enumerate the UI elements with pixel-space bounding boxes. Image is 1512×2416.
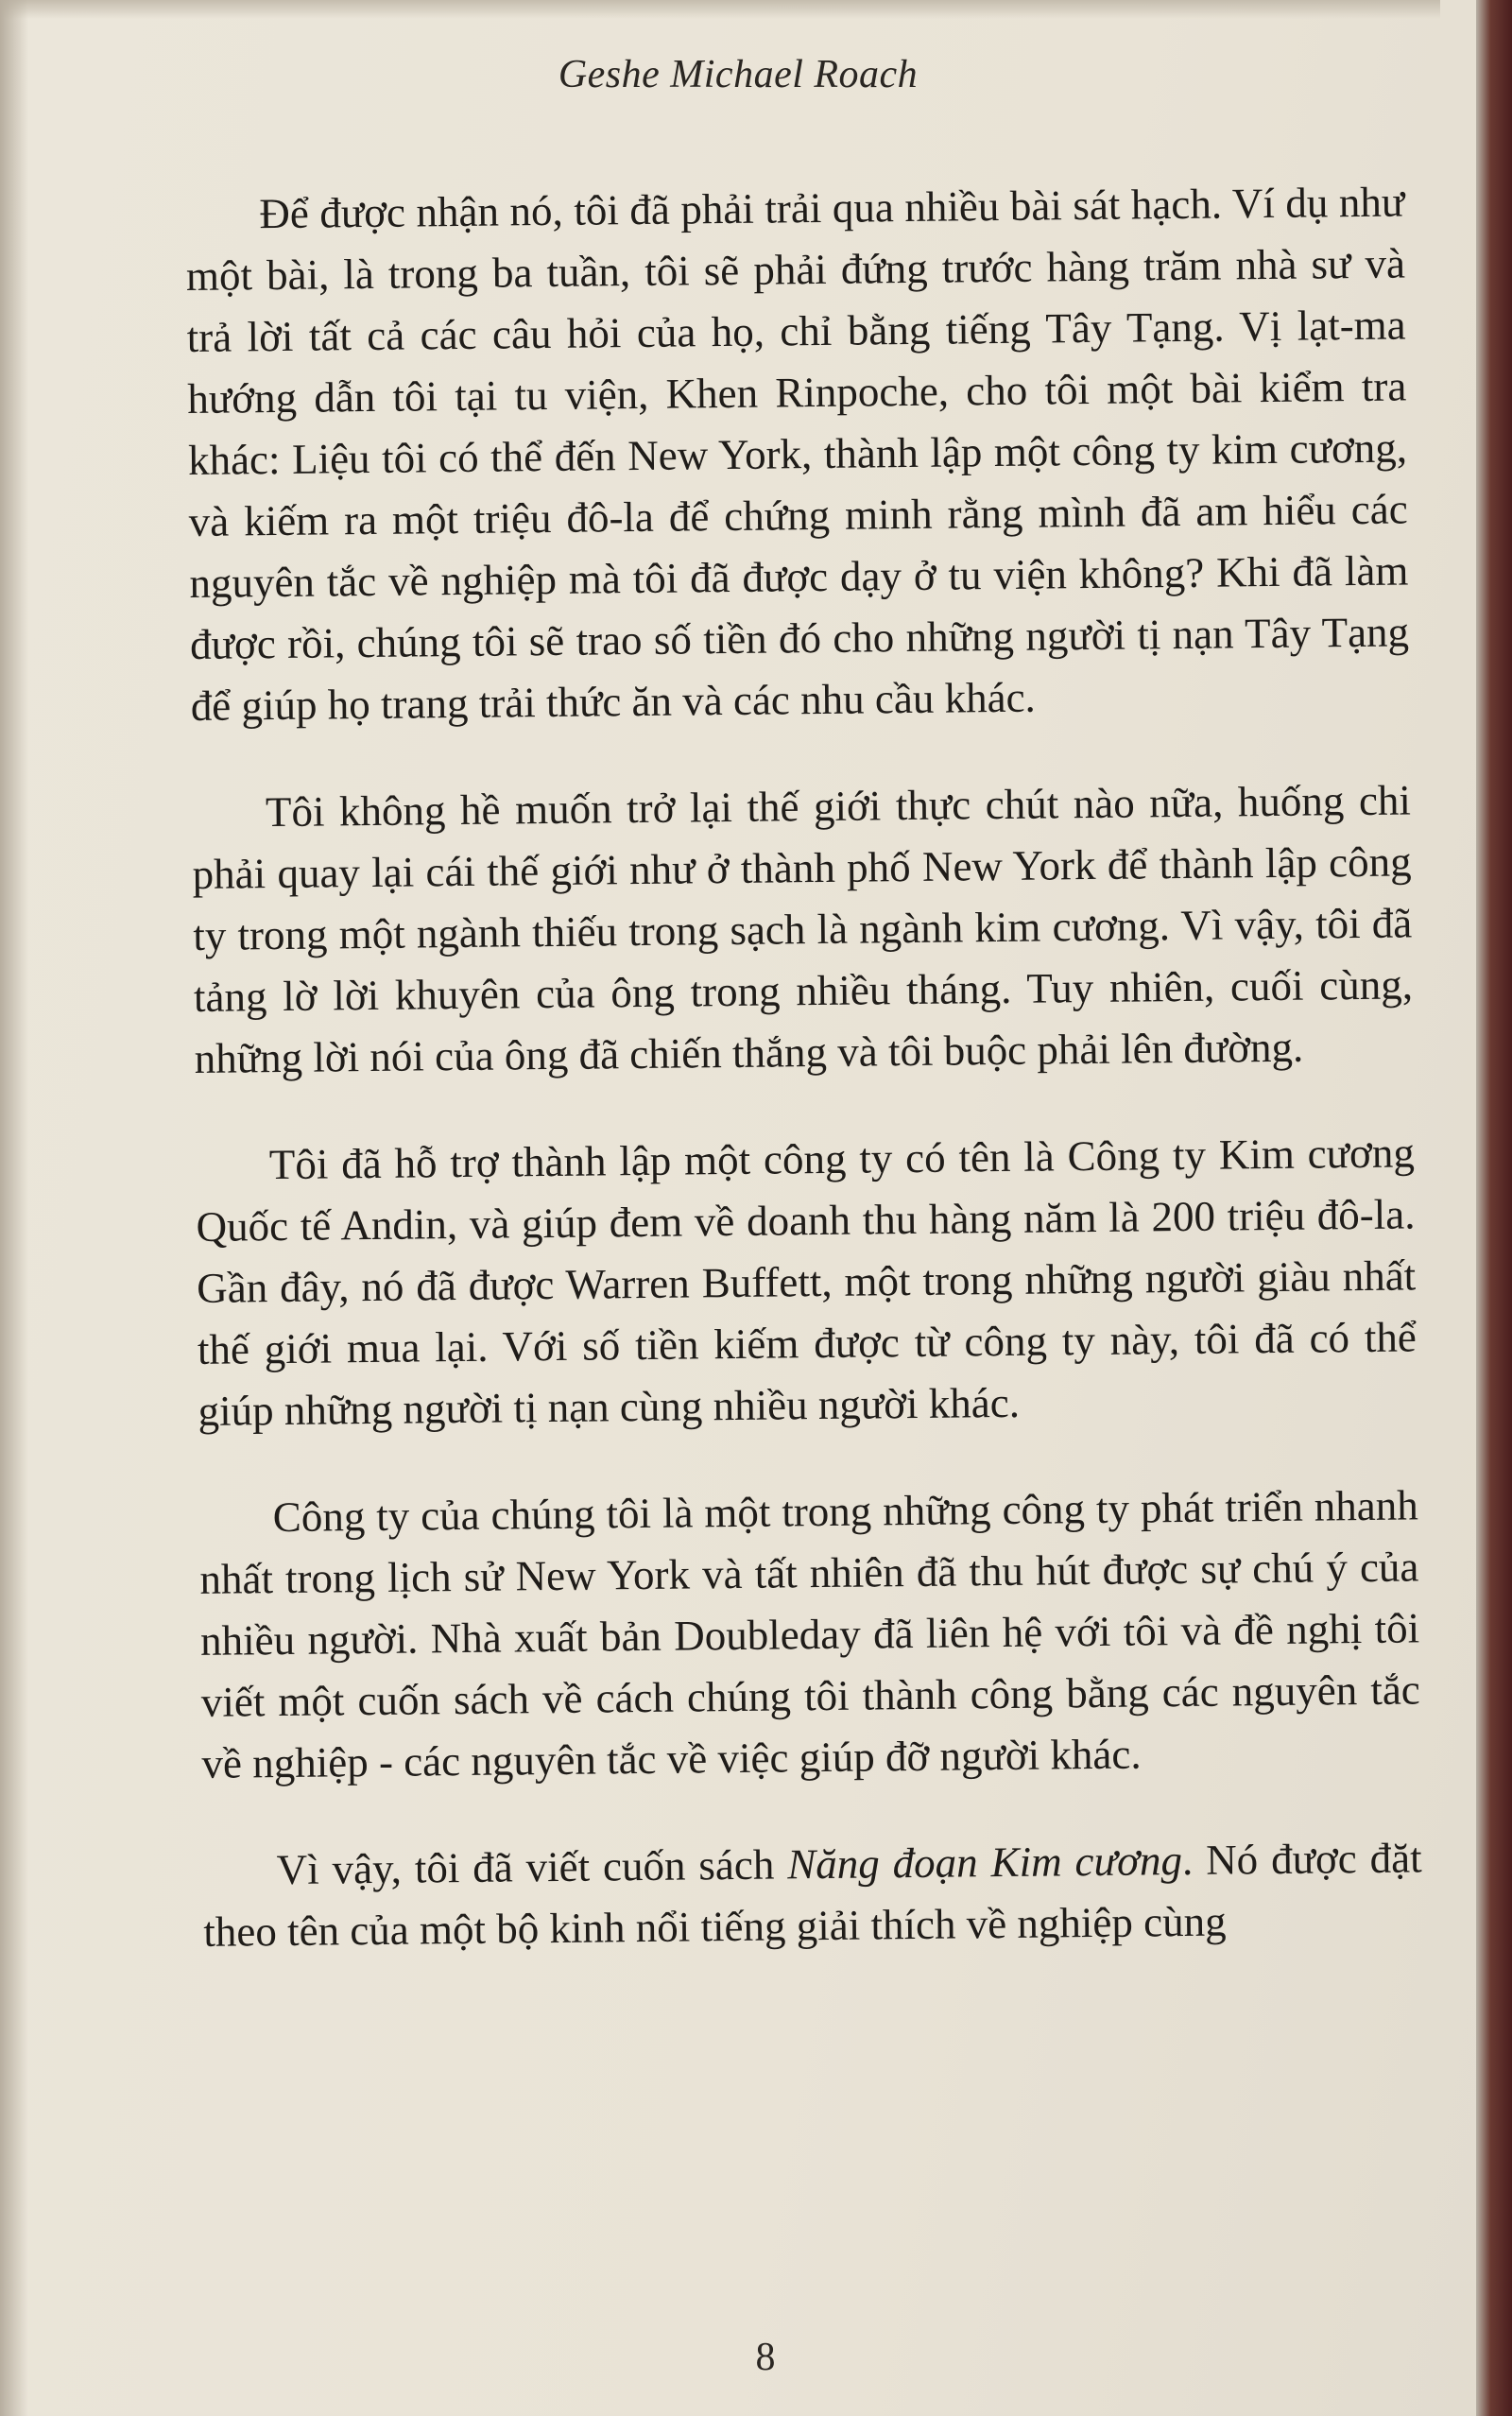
paragraph-3: Tôi đã hỗ trợ thành lập một công ty có tên là Công ty Kim cương Quốc tế Andin, và giúp đem về doanh thu hàng năm là 200 triệu đô-la. Gần đây, nó đã được Warren Buffett, một trong những người giàu nhất thế giới mua lại. Với số tiền kiếm được từ công ty này, tôi đã có thể giúp những người tị nạn cùng nhiều người khác. [196,1129,1418,1435]
paragraph-4: Công ty của chúng tôi là một trong những công ty phát triển nhanh nhất trong lịch sử New York và tất nhiên đã thu hút được sự chú ý của nhiều người. Nhà xuất bản Doubleday đã liên hệ với tôi và đề nghị tôi viết một cuốn sách về cách chúng tôi thành công bằng các nguyên tắc về nghiệp - các nguyên tắc về việc giúp đỡ người khác. [199,1481,1421,1787]
paragraph-5 [202,1827,1422,1963]
page-gutter-shadow [0,0,28,2416]
paragraph-5-lead: Vì vậy, tôi đã viết cuốn sách [276,1840,788,1894]
page-number: 8 [755,2336,776,2379]
running-head: Geshe Michael Roach [558,53,919,96]
page-top-shadow [0,0,1440,19]
book-cover-edge [1476,0,1512,2416]
body-text [185,171,1423,2008]
book-title-italic: Năng đoạn Kim cương [786,1837,1183,1889]
paragraph-2: Tôi không hề muốn trở lại thế giới thực chút nào nữa, huống chi phải quay lại cái thế giới như ở thành phố New York để thành lập công ty trong một ngành thiếu trong sạch là ngành kim cương. Vì vậy, tôi đã tảng lờ lời khuyên của ông trong nhiều tháng. Tuy nhiên, cuối cùng, những lời nói của ông đã chiến thắng và tôi buộc phải lên đường. [192,776,1414,1082]
paragraph-5-tail: . Nó được đặt theo tên của một bộ kinh nổi tiếng giải thích về nghiệp cùng [203,1834,1422,1956]
paragraph-1: Để được nhận nó, tôi đã phải trải qua nhiều bài sát hạch. Ví dụ như một bài, là trong ba tuần, tôi sẽ phải đứng trước hàng trăm nhà sư và trả lời tất cả các câu hỏi của họ, chỉ bằng tiếng Tây Tạng. Vị lạt-ma hướng dẫn tôi tại tu viện, Khen Rinpoche, cho tôi một bài kiểm tra khác: Liệu tôi có thể đến New York, thành lập một công ty kim cương, và kiếm ra một triệu đô-la để chứng minh rằng mình đã am hiểu các nguyên tắc về nghiệp mà tôi đã được dạy ở tu viện không? Khi đã làm được rồi, chúng tôi sẽ trao số tiền đó cho những người tị nạn Tây Tạng để giúp họ trang trải thức ăn và các nhu cầu khác. [185,178,1410,730]
